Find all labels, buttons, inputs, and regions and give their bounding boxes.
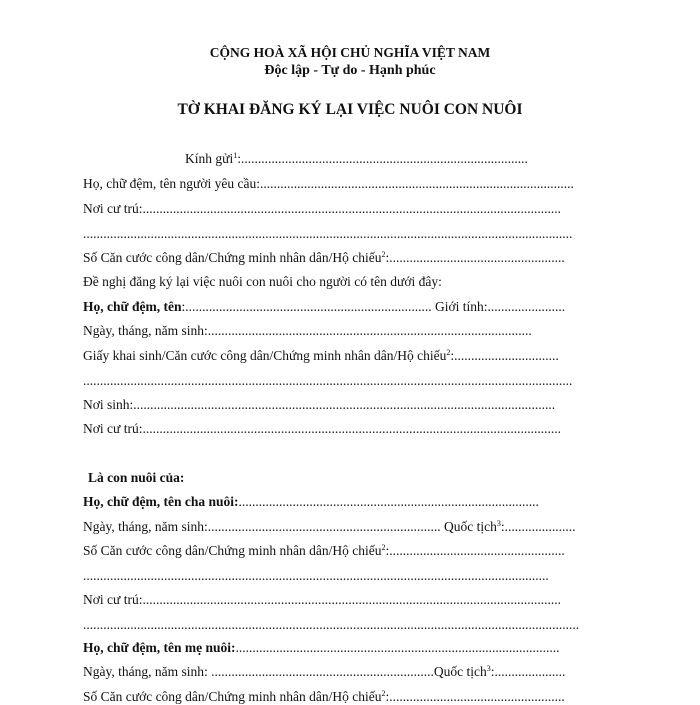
- footnote-ref: 3: [496, 519, 501, 528]
- father-id-line: [83, 543, 565, 559]
- father-residence-line: Nơi cư trú:............................................................................................................................: [83, 592, 561, 607]
- requester-id-line: [83, 250, 565, 266]
- father-name-fill: .........................................................................................: [238, 494, 539, 509]
- mother-name-line: [83, 640, 559, 656]
- id-fill: :...............................: [450, 348, 559, 363]
- father-dob-line: [83, 519, 575, 535]
- nationality-fill: :.....................: [500, 519, 576, 534]
- mother-name-fill: ................................................................................................: [235, 640, 560, 655]
- adoptee-name-label: Họ, chữ đệm, tên: [83, 299, 182, 314]
- father-name-line: [83, 494, 539, 510]
- addressee-label: Kính gửi: [185, 151, 234, 166]
- continuation-line: .................................................................................................................................................: [83, 373, 573, 388]
- national-title: CỘNG HOÀ XÃ HỘI CHỦ NGHĨA VIỆT NAM: [209, 45, 491, 60]
- adoptee-dob-line: Ngày, tháng, năm sinh:................................................................................................: [83, 323, 532, 338]
- continuation-line: ...................................................................................................................................................: [83, 617, 580, 632]
- footnote-ref: 2: [446, 348, 451, 357]
- id-label: Số Căn cước công dân/Chứng minh nhân dân/Hộ chiếu: [83, 250, 382, 265]
- nationality-fill: :.....................: [490, 664, 566, 679]
- dob-nationality-label: Ngày, tháng, năm sinh: ..................................................................Quốc tịch: [83, 664, 487, 679]
- id-fill: :....................................................: [385, 543, 565, 558]
- footnote-ref: 2: [381, 543, 386, 552]
- request-statement: Đề nghị đăng ký lại việc nuôi con nuôi cho người có tên dưới đây:: [83, 274, 442, 289]
- footnote-ref: 2: [381, 689, 386, 698]
- adoptee-id-line: [83, 348, 559, 364]
- mother-id-line: [83, 689, 565, 705]
- form-title: TỜ KHAI ĐĂNG KÝ LẠI VIỆC NUÔI CON NUÔI: [177, 101, 523, 118]
- adoptive-parents-heading: Là con nuôi của:: [88, 470, 185, 485]
- requester-name-line: Họ, chữ đệm, tên người yêu cầu:.............................................................................................: [83, 176, 574, 191]
- footnote-ref: 3: [486, 664, 491, 673]
- adoptee-residence-line: Nơi cư trú:............................................................................................................................: [83, 421, 561, 436]
- mother-name-label: Họ, chữ đệm, tên mẹ nuôi:: [83, 640, 236, 655]
- addressee-fill: :.....................................................................................: [237, 151, 528, 166]
- mother-dob-line: [83, 664, 565, 680]
- footnote-ref: 2: [381, 250, 386, 259]
- father-name-label: Họ, chữ đệm, tên cha nuôi:: [83, 494, 239, 509]
- id-fill: :....................................................: [385, 250, 565, 265]
- adoptee-birthplace-line: Nơi sinh:.............................................................................................................................: [83, 397, 556, 412]
- id-label: Số Căn cước công dân/Chứng minh nhân dân/Hộ chiếu: [83, 543, 382, 558]
- adoptee-name-fill: :......................................................................... Giới tính:.......................: [181, 299, 566, 314]
- adoptee-name-line: [83, 299, 565, 315]
- id-fill: :....................................................: [385, 689, 565, 704]
- addressee-line: [185, 151, 528, 167]
- continuation-line: ..........................................................................................................................................: [83, 568, 549, 583]
- dob-nationality-label: Ngày, tháng, năm sinh:..................................................................... Quốc tịch: [83, 519, 497, 534]
- requester-residence-line: Nơi cư trú:............................................................................................................................: [83, 201, 561, 216]
- national-motto: Độc lập - Tự do - Hạnh phúc: [264, 63, 436, 78]
- id-label: Giấy khai sinh/Căn cước công dân/Chứng minh nhân dân/Hộ chiếu: [83, 348, 447, 363]
- id-label: Số Căn cước công dân/Chứng minh nhân dân/Hộ chiếu: [83, 689, 382, 704]
- footnote-ref: 1: [233, 151, 238, 160]
- continuation-line: .................................................................................................................................................: [83, 226, 573, 241]
